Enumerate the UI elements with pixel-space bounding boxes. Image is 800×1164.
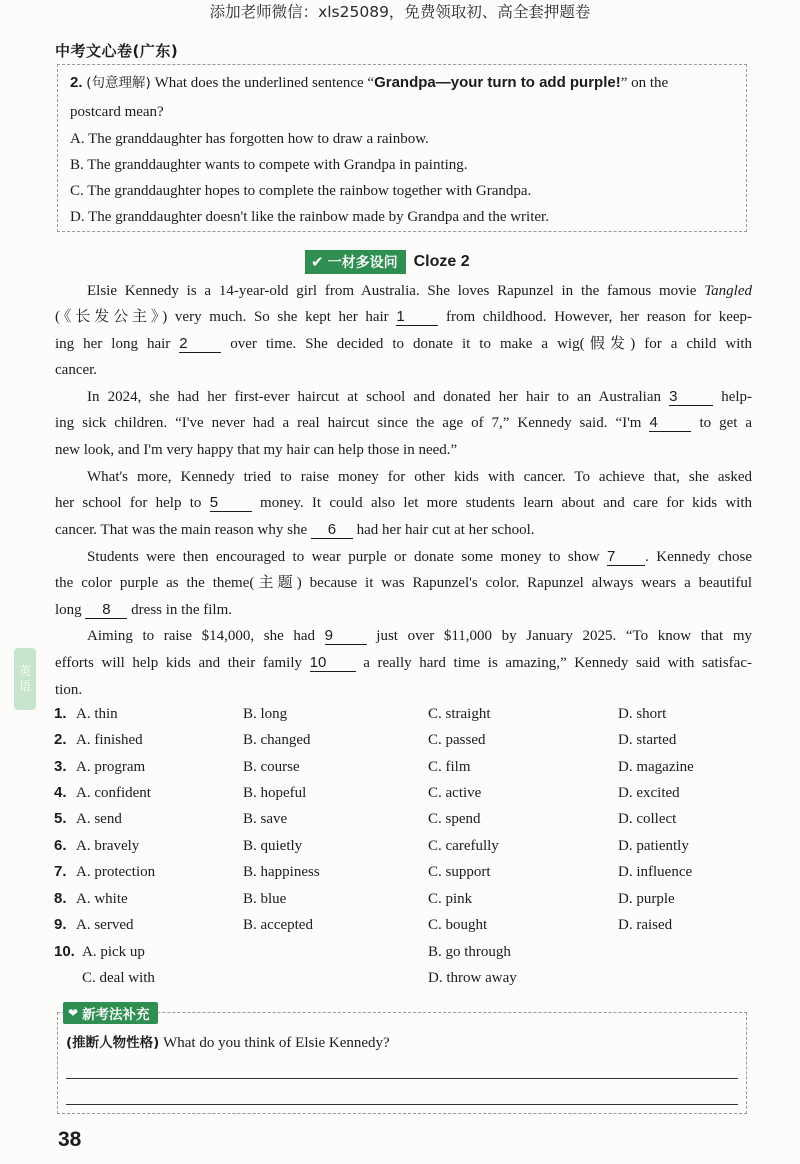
- text: help-: [721, 389, 753, 405]
- blank-10: 10: [310, 654, 356, 672]
- choice-b[interactable]: B. save: [243, 811, 288, 827]
- blank-2: 2: [179, 335, 221, 353]
- choice-c[interactable]: C. deal with: [82, 970, 155, 986]
- choice-d[interactable]: D. raised: [618, 917, 673, 933]
- side-tab-char: 语: [18, 679, 31, 693]
- blank-5: 5: [210, 494, 252, 512]
- question-number: 2.: [70, 74, 83, 91]
- check-icon: ✔: [311, 253, 324, 271]
- passage-line: [55, 412, 752, 434]
- choice-a[interactable]: A. finished: [76, 732, 143, 748]
- choice-a[interactable]: A. pick up: [82, 944, 145, 960]
- quoted-sentence: Grandpa—your turn to add purple!: [374, 74, 621, 91]
- choice-a[interactable]: A. confident: [76, 785, 151, 801]
- supplement-tag: (推断人物性格): [66, 1035, 160, 1051]
- section-title: Cloze 2: [413, 253, 470, 270]
- option-letter: C.: [70, 183, 84, 199]
- option-text: The granddaughter has forgotten how to draw a rainbow.: [88, 131, 429, 147]
- blank-1: 1: [396, 308, 438, 326]
- choice-c[interactable]: C. straight: [428, 706, 491, 722]
- movie-title: Tangled: [704, 283, 752, 299]
- choice-b[interactable]: B. course: [243, 759, 300, 775]
- section-badge-label: 一材多设问: [327, 255, 398, 271]
- choice-d[interactable]: D. throw away: [428, 970, 517, 986]
- text: just over $11,000 by January 2025. “To know that my: [376, 628, 753, 644]
- text: cancer. That was the main reason why she: [55, 522, 308, 538]
- choice-d[interactable]: D. influence: [618, 864, 693, 880]
- side-tab-char: 英: [18, 664, 31, 678]
- choice-b[interactable]: B. quietly: [243, 838, 303, 854]
- choice-a[interactable]: A. program: [76, 759, 146, 775]
- choice-number: 2.: [54, 731, 67, 748]
- watermark: 添加老师微信：xls25089，免费领取初、高全套押题卷: [209, 3, 591, 21]
- choice-number: 3.: [54, 758, 67, 775]
- passage-line: [87, 386, 752, 408]
- section-banner: [305, 250, 470, 274]
- text: her school for help to: [55, 495, 202, 511]
- blank-8: 8: [85, 601, 127, 619]
- passage-line: [87, 546, 752, 568]
- blank-6: 6: [311, 521, 353, 539]
- passage-line: [55, 333, 752, 355]
- question-2-stem: [70, 72, 668, 94]
- passage-line: [55, 492, 752, 514]
- heart-check-icon: ❤: [68, 1006, 79, 1020]
- answer-line[interactable]: [66, 1078, 738, 1079]
- passage-line: What's more, Kennedy tried to raise money for other kids with cancer. To achieve that, she asked: [87, 469, 752, 485]
- blank-9: 9: [325, 627, 367, 645]
- choice-number: 9.: [54, 916, 67, 933]
- choice-d[interactable]: D. collect: [618, 811, 677, 827]
- text: Elsie Kennedy is a 14-year-old girl from Australia. She loves Rapunzel in the famous movie: [87, 283, 697, 299]
- option-text: The granddaughter wants to compete with Grandpa in painting.: [87, 157, 468, 173]
- header-label: 中考文心卷(广东): [55, 42, 179, 60]
- passage-line: the color purple as the theme(主题) because it was Rapunzel's color. Rapunzel always wears a beautiful: [55, 575, 752, 591]
- text: Students were then encouraged to wear purple or donate some money to show: [87, 549, 600, 565]
- passage-line: tion.: [55, 682, 83, 698]
- text: long: [55, 602, 82, 618]
- choice-b[interactable]: B. changed: [243, 732, 311, 748]
- supplement-question-text: What do you think of Elsie Kennedy?: [163, 1035, 390, 1051]
- question-2-stem-line2: postcard mean?: [70, 104, 164, 120]
- passage-line: [55, 306, 752, 328]
- choice-c[interactable]: C. bought: [428, 917, 488, 933]
- blank-7: 7: [607, 548, 645, 566]
- choice-d[interactable]: D. excited: [618, 785, 680, 801]
- answer-line[interactable]: [66, 1104, 738, 1105]
- choice-c[interactable]: C. active: [428, 785, 482, 801]
- text: a really hard time is amazing,” Kennedy said with satisfac-: [363, 655, 752, 671]
- section-badge: [305, 250, 406, 274]
- text: ing sick children. “I've never had a real haircut since the age of 7,” Kennedy said. “I'm: [55, 415, 642, 431]
- stem-suffix: ” on the: [620, 75, 669, 91]
- text: to get a: [699, 415, 753, 431]
- option-a: [70, 128, 429, 150]
- choice-number: 5.: [54, 810, 67, 827]
- supplement-badge: [63, 1002, 158, 1024]
- choice-c[interactable]: C. spend: [428, 811, 481, 827]
- choice-a[interactable]: A. send: [76, 811, 122, 827]
- option-letter: B.: [70, 157, 84, 173]
- choice-b[interactable]: B. go through: [428, 944, 511, 960]
- supplement-question: [66, 1032, 390, 1054]
- choice-b[interactable]: B. accepted: [243, 917, 313, 933]
- option-text: The granddaughter doesn't like the rainbow made by Grandpa and the writer.: [88, 209, 549, 225]
- choice-c[interactable]: C. passed: [428, 732, 486, 748]
- choice-d[interactable]: D. purple: [618, 891, 675, 907]
- choice-a[interactable]: A. white: [76, 891, 128, 907]
- text: Aiming to raise $14,000, she had: [87, 628, 316, 644]
- option-text: The granddaughter hopes to complete the rainbow together with Grandpa.: [87, 183, 532, 199]
- choice-number: 8.: [54, 890, 67, 907]
- text: In 2024, she had her first-ever haircut at school and donated her hair to an Australian: [87, 389, 662, 405]
- supplement-badge-label: 新考法补充: [82, 1007, 150, 1023]
- choice-number: 7.: [54, 863, 67, 880]
- text: had her hair cut at her school.: [356, 522, 535, 538]
- choice-number: 6.: [54, 837, 67, 854]
- text: money. It could also let more students learn about and care for kids with: [260, 495, 753, 511]
- option-c: [70, 180, 531, 202]
- passage-line: [87, 280, 752, 302]
- choice-d[interactable]: D. short: [618, 706, 667, 722]
- subject-side-tab: [14, 648, 36, 710]
- question-tag: (句意理解): [86, 75, 151, 91]
- text: dress in the film.: [131, 602, 232, 618]
- choice-b[interactable]: B. happiness: [243, 864, 320, 880]
- text: ing her long hair: [55, 336, 171, 352]
- choice-b[interactable]: B. hopeful: [243, 785, 307, 801]
- page-number: 38: [58, 1128, 82, 1151]
- passage-line: [55, 519, 752, 541]
- text: efforts will help kids and their family: [55, 655, 302, 671]
- choice-a[interactable]: A. protection: [76, 864, 156, 880]
- choice-c[interactable]: C. pink: [428, 891, 473, 907]
- choice-b[interactable]: B. long: [243, 706, 288, 722]
- choice-d[interactable]: D. patiently: [618, 838, 689, 854]
- option-b: [70, 154, 468, 176]
- choice-number: 10.: [54, 943, 75, 960]
- blank-3: 3: [669, 388, 713, 406]
- text: . Kennedy chose: [645, 549, 752, 565]
- passage-line: cancer.: [55, 362, 98, 378]
- supplement-box: [57, 1012, 747, 1114]
- text: from childhood. However, her reason for keep-: [446, 309, 753, 325]
- choice-b[interactable]: B. blue: [243, 891, 287, 907]
- choice-c[interactable]: C. film: [428, 759, 471, 775]
- choice-number: 1.: [54, 705, 67, 722]
- choice-a[interactable]: A. bravely: [76, 838, 140, 854]
- choice-a[interactable]: A. thin: [76, 706, 118, 722]
- option-d: [70, 206, 549, 228]
- text: (《长发公主》) very much. So she kept her hair: [55, 309, 389, 325]
- stem-prefix: What does the underlined sentence “: [154, 75, 375, 91]
- option-letter: D.: [70, 209, 85, 225]
- passage-line: [87, 625, 752, 647]
- choice-c[interactable]: C. support: [428, 864, 491, 880]
- passage-line: [55, 652, 752, 674]
- choice-d[interactable]: D. started: [618, 732, 677, 748]
- text: over time. She decided to donate it to make a wig(假发) for a child with: [230, 336, 753, 352]
- blank-4: 4: [649, 414, 691, 432]
- choice-number: 4.: [54, 784, 67, 801]
- passage-line: new look, and I'm very happy that my hair can help those in need.”: [55, 442, 458, 458]
- option-letter: A.: [70, 131, 85, 147]
- choice-a[interactable]: A. served: [76, 917, 134, 933]
- choice-d[interactable]: D. magazine: [618, 759, 694, 775]
- passage-line: [55, 599, 752, 621]
- choice-c[interactable]: C. carefully: [428, 838, 499, 854]
